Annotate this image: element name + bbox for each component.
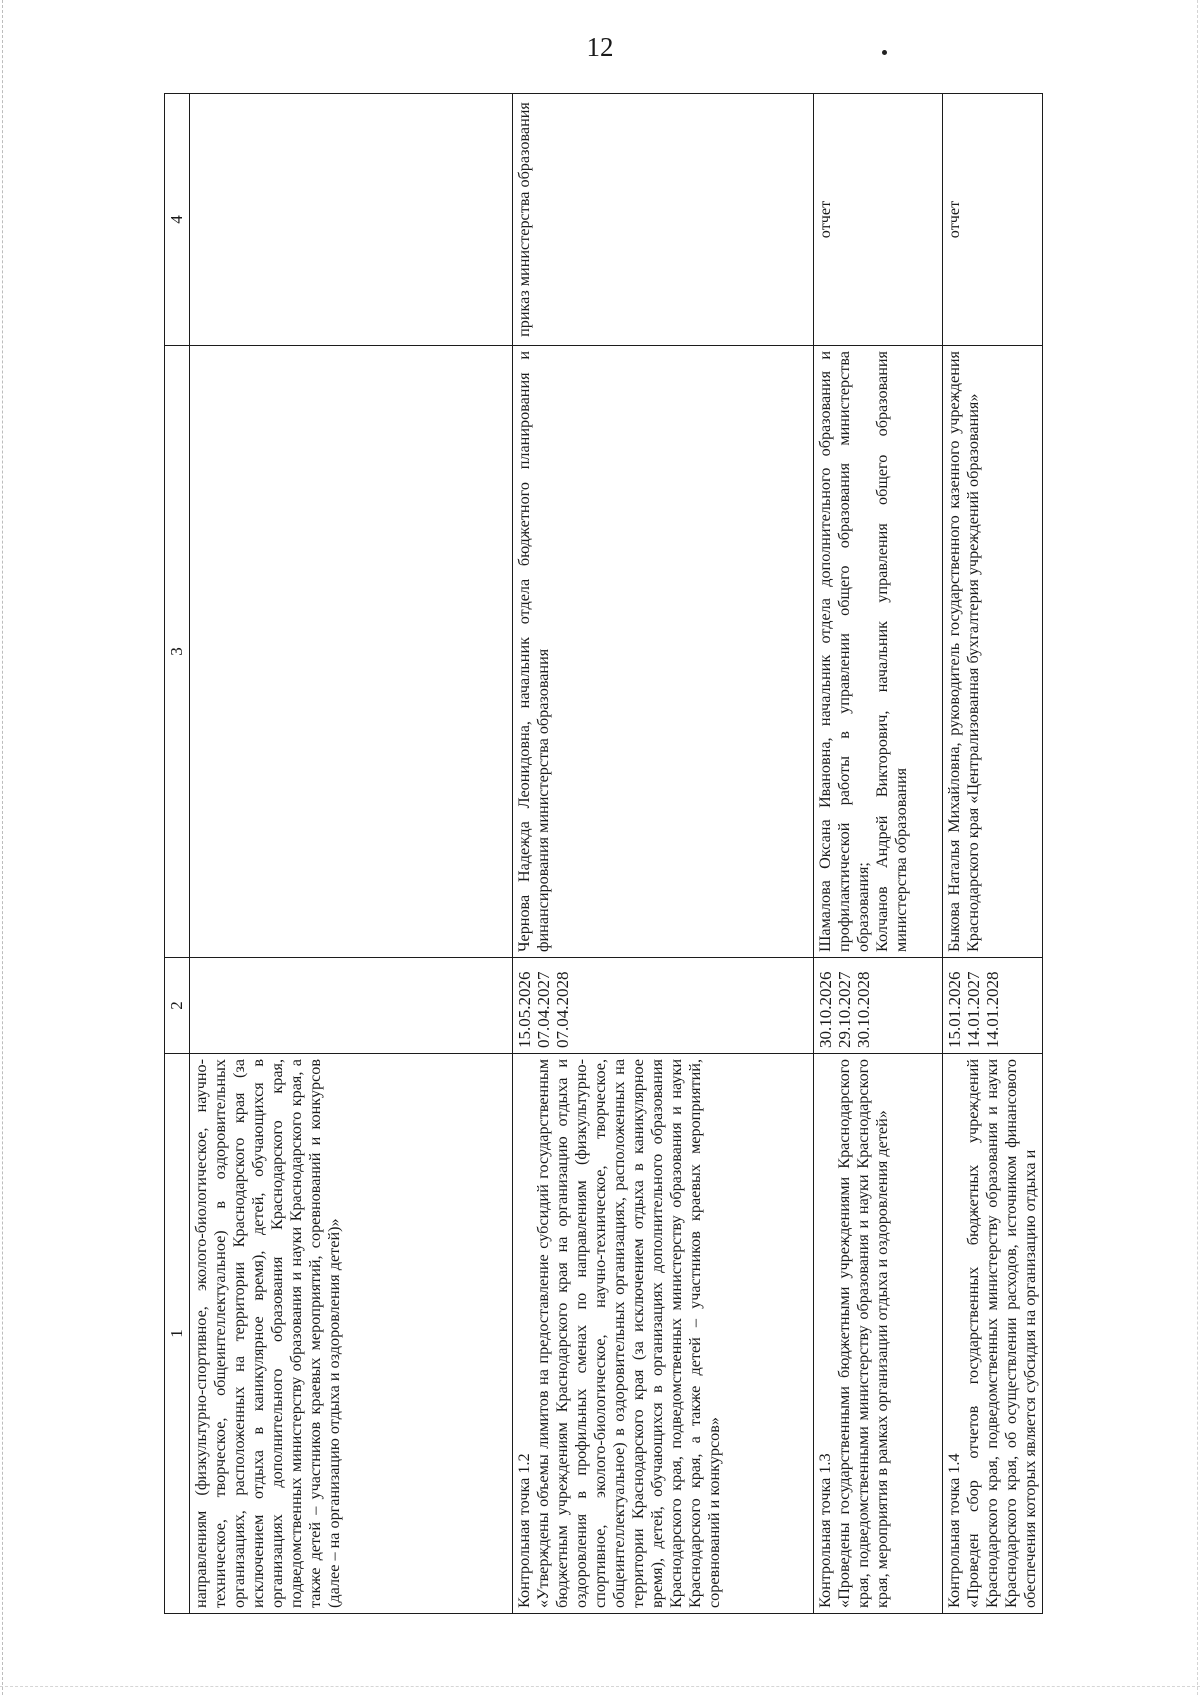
scan-edge-bottom <box>0 1686 1200 1687</box>
scan-edge-right <box>1197 0 1198 1695</box>
dates-cell <box>190 958 513 1054</box>
responsible-cell <box>190 346 513 958</box>
table-row <box>814 94 943 1614</box>
control-point-title: Контрольная точка 1.4 <box>945 1453 963 1608</box>
rotated-table-area <box>164 94 1039 1614</box>
responsible-cell: Быкова Наталья Михайловна, руководитель государственного казенного учреждения Краснодарского края «Централизованная бухгалтерия учреждений образования» <box>943 346 1043 958</box>
dates-cell: 15.05.2026 07.04.2027 07.04.2028 <box>513 958 814 1054</box>
table-row <box>943 94 1043 1614</box>
document-cell: отчет <box>943 94 1043 346</box>
scan-speck <box>882 50 887 55</box>
table-row <box>190 94 513 1614</box>
event-cell <box>190 1054 513 1614</box>
rotated-table-frame <box>164 94 1039 1614</box>
event-cell <box>513 1054 814 1614</box>
control-points-table <box>164 93 1043 1614</box>
table-row <box>513 94 814 1614</box>
event-text: «Проведен сбор отчетов государственных бюджетных учреждений Краснодарского края, подведомственных министерству образования и науки Краснодарского края, об осуществлении расходов, источником финансового обеспечения которых является субсидия на организацию отдыха и <box>963 1059 1039 1608</box>
dates-cell: 30.10.2026 29.10.2027 30.10.2028 <box>814 958 943 1054</box>
event-text: «Утверждены объемы лимитов на предоставление субсидий государственным бюджетным учреждениям Краснодарского края на организацию отдыха и оздоровления в профильных сменах по направлениям (физкультурно-спортивное, эколого-биологическое, научно-техническое, творческое, общеинтеллектуальное) в оздоровительных организациях, расположенных на территории Краснодарского края (за исключением отдыха в каникулярное время), детей, обучающихся в организациях дополнительного образования Краснодарского края, подведомственных министерству образования и науки Краснодарского края, а также детей – участников краевых мероприятий, соревнований и конкурсов» <box>533 1059 723 1608</box>
document-cell <box>190 94 513 346</box>
dates-cell: 15.01.2026 14.01.2027 14.01.2028 <box>943 958 1043 1054</box>
column-header: 1 <box>165 1054 190 1614</box>
responsible-cell: Чернова Надежда Леонидовна, начальник отдела бюджетного планирования и финансирования министерства образования <box>513 346 814 958</box>
table-header-row <box>165 94 190 1614</box>
document-cell: отчет <box>814 94 943 346</box>
scan-edge-left <box>2 0 3 1695</box>
responsible-cell: Шамалова Оксана Ивановна, начальник отдела дополнительного образования и профилактической работы в управлении общего образования министерства образования; Колчанов Андрей Викторович, начальник управления общего образования министерства образования <box>814 346 943 958</box>
column-header: 4 <box>165 94 190 346</box>
column-header: 2 <box>165 958 190 1054</box>
control-point-title: Контрольная точка 1.3 <box>816 1453 834 1608</box>
event-text: направлениям (физкультурно-спортивное, эколого-биологическое, научно-техническое, творческое, общеинтеллектуальное) в оздоровительных организациях, расположенных на территории Краснодарского края (за исключением отдыха в каникулярное время), детей, обучающихся в организациях дополнительного образования Краснодарского края, подведомственных министерству образования и науки Краснодарского края, а также детей – участников краевых мероприятий, соревнований и конкурсов (далее – на организацию отдыха и оздоровления детей)» <box>192 1059 343 1608</box>
control-point-title: Контрольная точка 1.2 <box>515 1453 533 1608</box>
event-text: «Проведены государственными бюджетными учреждениями Краснодарского края, подведомственными министерству образования и науки Краснодарского края, мероприятия в рамках организации отдыха и оздоровления детей» <box>834 1059 891 1608</box>
event-cell <box>814 1054 943 1614</box>
document-cell: приказ министерства образования <box>513 94 814 346</box>
event-cell <box>943 1054 1043 1614</box>
column-header: 3 <box>165 346 190 958</box>
page-number: 12 <box>586 32 614 62</box>
